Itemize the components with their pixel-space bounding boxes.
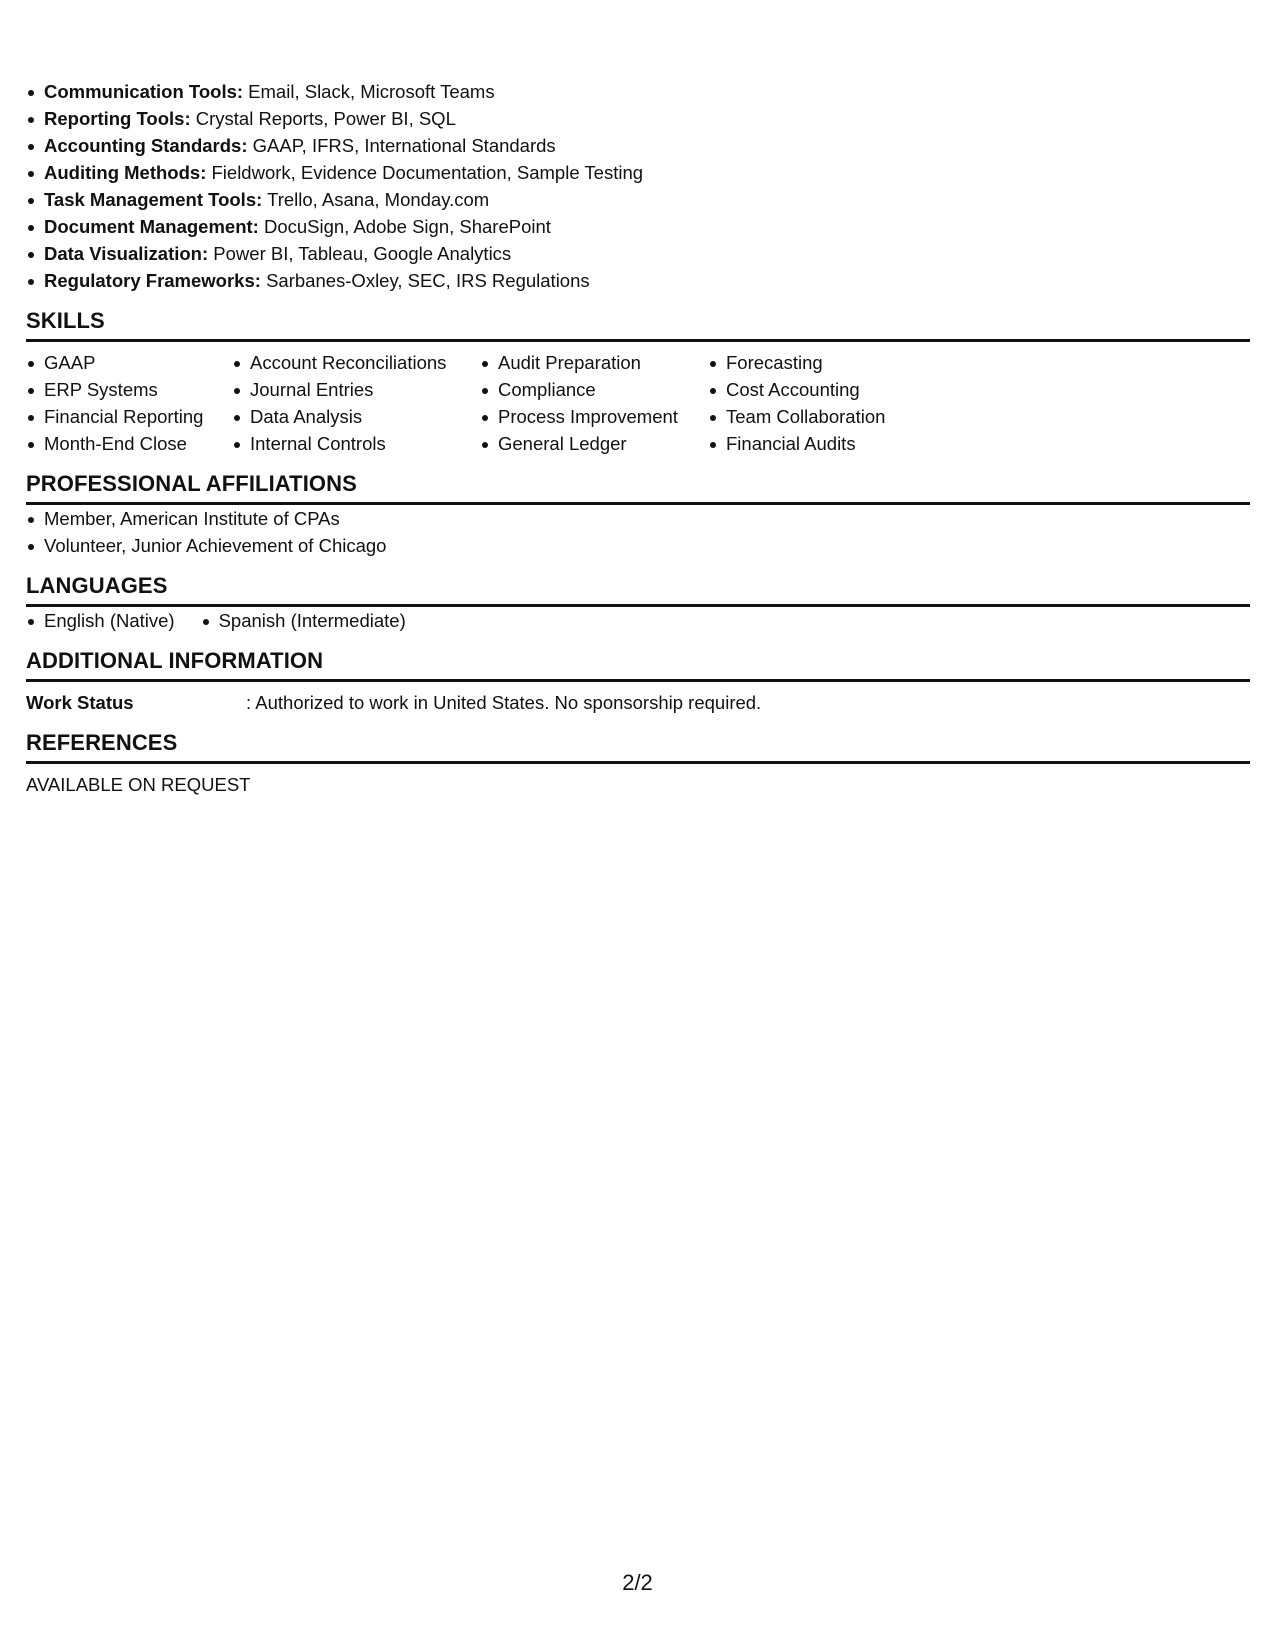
skill-item: Cost Accounting bbox=[708, 376, 948, 403]
skill-item: Account Reconciliations bbox=[232, 349, 480, 376]
page-number: 2/2 bbox=[622, 1570, 653, 1595]
work-status-row bbox=[26, 689, 1250, 716]
tool-value: Power BI, Tableau, Google Analytics bbox=[208, 243, 512, 264]
section-title-affiliations: PROFESSIONAL AFFILIATIONS bbox=[26, 471, 1250, 505]
tool-label: Regulatory Frameworks: bbox=[44, 270, 261, 291]
skills-column bbox=[480, 349, 708, 457]
tool-value: Fieldwork, Evidence Documentation, Sample Testing bbox=[206, 162, 644, 183]
tool-label: Reporting Tools: bbox=[44, 108, 191, 129]
language-item: English (Native) bbox=[26, 607, 175, 634]
skill-item: Team Collaboration bbox=[708, 403, 948, 430]
references-text: AVAILABLE ON REQUEST bbox=[26, 774, 251, 795]
skill-item: Internal Controls bbox=[232, 430, 480, 457]
tool-value: Crystal Reports, Power BI, SQL bbox=[190, 108, 456, 129]
tools-list bbox=[26, 78, 1250, 294]
skill-item: Compliance bbox=[480, 376, 708, 403]
skill-item: Financial Reporting bbox=[26, 403, 232, 430]
skill-item: Forecasting bbox=[708, 349, 948, 376]
tool-label: Communication Tools: bbox=[44, 81, 244, 102]
tool-value: GAAP, IFRS, International Standards bbox=[247, 135, 556, 156]
skill-item: General Ledger bbox=[480, 430, 708, 457]
skill-item: GAAP bbox=[26, 349, 232, 376]
skill-item: Audit Preparation bbox=[480, 349, 708, 376]
tool-value: Email, Slack, Microsoft Teams bbox=[243, 81, 495, 102]
skills-column bbox=[232, 349, 480, 457]
skills-section bbox=[26, 308, 1250, 457]
additional-info-section bbox=[26, 648, 1250, 716]
tool-label: Auditing Methods: bbox=[44, 162, 207, 183]
tool-item bbox=[26, 240, 1250, 267]
affiliation-item: Volunteer, Junior Achievement of Chicago bbox=[26, 532, 1250, 559]
tool-label: Document Management: bbox=[44, 216, 259, 237]
tool-item bbox=[26, 132, 1250, 159]
section-title-languages: LANGUAGES bbox=[26, 573, 1250, 607]
tool-value: Sarbanes-Oxley, SEC, IRS Regulations bbox=[260, 270, 590, 291]
work-status-value: : Authorized to work in United States. No sponsorship required. bbox=[246, 692, 762, 713]
tool-item bbox=[26, 186, 1250, 213]
section-title-skills: SKILLS bbox=[26, 308, 1250, 342]
affiliation-item: Member, American Institute of CPAs bbox=[26, 505, 1250, 532]
tool-value: DocuSign, Adobe Sign, SharePoint bbox=[258, 216, 551, 237]
section-title-additional-info: ADDITIONAL INFORMATION bbox=[26, 648, 1250, 682]
tool-item bbox=[26, 105, 1250, 132]
resume-page bbox=[26, 78, 1250, 798]
tool-value: Trello, Asana, Monday.com bbox=[262, 189, 490, 210]
skill-item: Journal Entries bbox=[232, 376, 480, 403]
work-status-label: Work Status bbox=[26, 692, 134, 713]
tool-label: Data Visualization: bbox=[44, 243, 209, 264]
skill-item: ERP Systems bbox=[26, 376, 232, 403]
tool-item bbox=[26, 159, 1250, 186]
references-section bbox=[26, 730, 1250, 798]
tool-label: Accounting Standards: bbox=[44, 135, 248, 156]
languages-list bbox=[26, 607, 1250, 634]
tool-item bbox=[26, 267, 1250, 294]
tool-item bbox=[26, 213, 1250, 240]
skills-column bbox=[26, 349, 232, 457]
language-item: Spanish (Intermediate) bbox=[201, 607, 406, 634]
section-title-references: REFERENCES bbox=[26, 730, 1250, 764]
skills-grid bbox=[26, 349, 1250, 457]
skill-item: Process Improvement bbox=[480, 403, 708, 430]
affiliations-list bbox=[26, 505, 1250, 559]
tool-label: Task Management Tools: bbox=[44, 189, 263, 210]
skill-item: Financial Audits bbox=[708, 430, 948, 457]
languages-section bbox=[26, 573, 1250, 634]
skill-item: Data Analysis bbox=[232, 403, 480, 430]
skills-column bbox=[708, 349, 948, 457]
tool-item bbox=[26, 78, 1250, 105]
skill-item: Month-End Close bbox=[26, 430, 232, 457]
affiliations-section bbox=[26, 471, 1250, 559]
